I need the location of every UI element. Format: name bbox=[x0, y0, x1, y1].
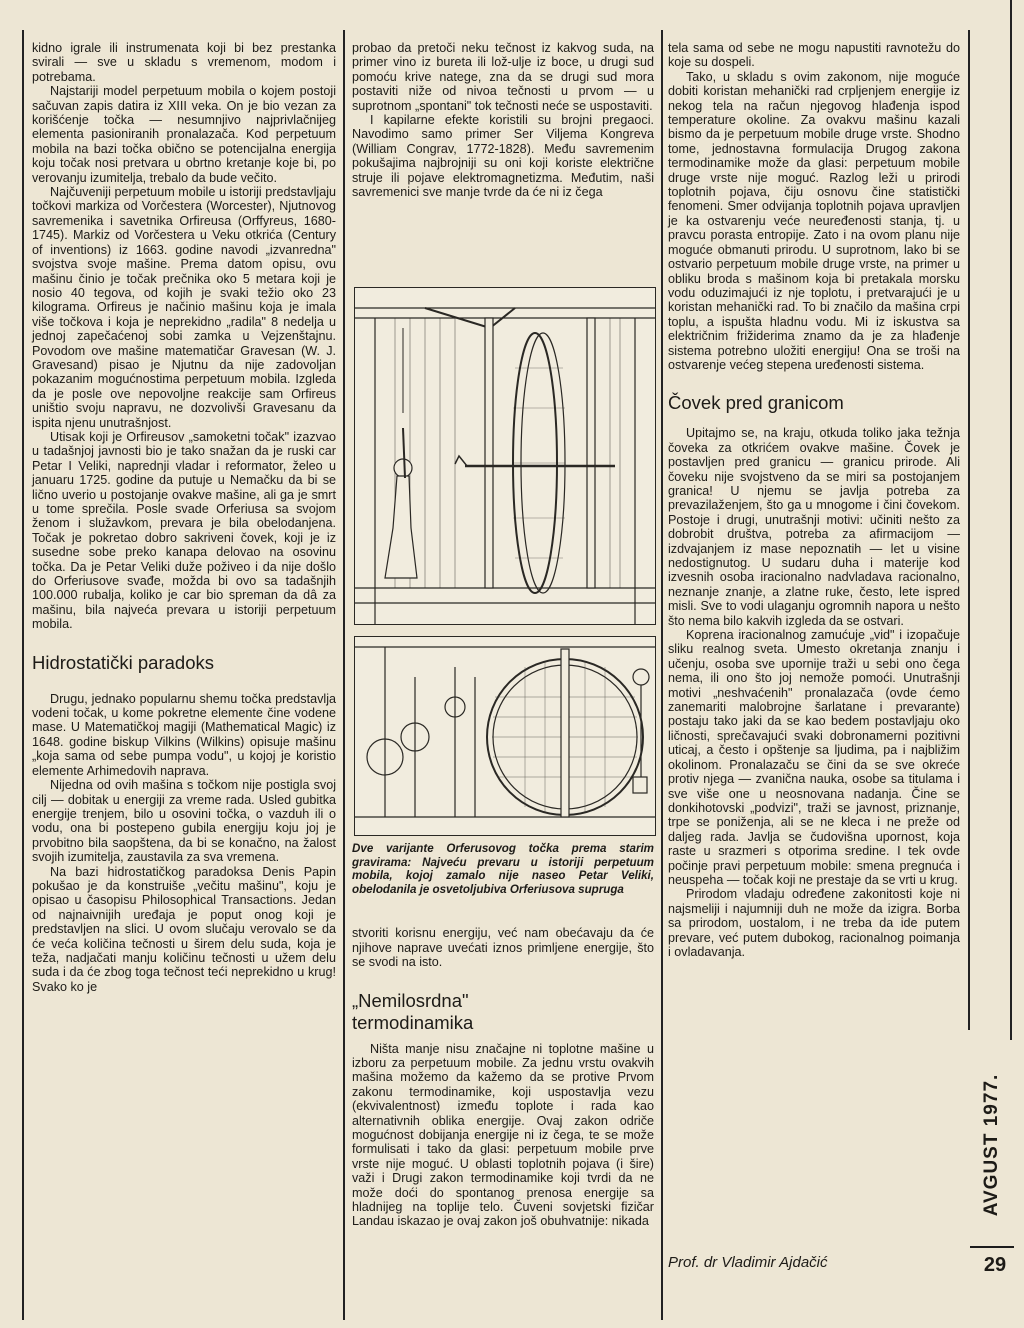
section-heading: Hidrostatički paradoks bbox=[32, 651, 214, 673]
paragraph: Tako, u skladu s ovim zakonom, nije moguće dobiti koristan mehanički rad crpljenjem energije iz nekog tela na račun njegovog hlađenja ispod temperature okoline. Za ovakvu mašinu kazali bismo da je perpetuum mobile druge vrste. Shodno tome, jednostavna formulacija Drugog zakona termodinamike može da glasi: perpetuum mobile druge vrste nije moguć. Razlog leži u prirodi toplotnih pojava, čiju osnovu čine statistički fenomeni. Smer odvijanja toplotnih pojava upravljen je ka ostvarenju veće neuređenosti stanja, tj. u pravcu porasta entropije. Zato i na ovom planu nije moguće obmanuti prirodu. U suprotnom, lako bi se ostvario perpetuum mobile druge vrste, na primer u obliku broda s mašinom koja bi pretakala morsku vodu oduzimajući iz nje toplotu, i pretvarajući je u koristan mehanički rad. To bi značilo da mašina crpi toplu, a ispušta hladnu vodu. Mi iz iskustva sa električnim frižiderima znamo da je za hlađenje sistema potrebno uložiti energiju! Ona se troši na ostvarenje većeg stepena uređenosti sistema. bbox=[668, 69, 960, 372]
section-heading: Čovek pred granicom bbox=[668, 392, 844, 414]
issue-date-text: AVGUST 1977. bbox=[981, 1073, 1002, 1217]
figure-caption: Dve varijante Orferusovog točka prema starim gravirama: Najveću prevaru u istoriji perpetuum mobila, kojoj zamalo nije naseo Petar Veliki, obelodanila je osvetoljubiva Orferiusova supruga bbox=[352, 842, 654, 896]
column-1 bbox=[32, 41, 336, 994]
paragraph: Prirodom vladaju određene zakonitosti koje ni najsmeliji i najumniji duh ne može da izigra. Borba sa prirodom, uostalom, i ne treba da ide putem prevare, već putem dubokog, racionalnog poimanja i ovladavanja. bbox=[668, 887, 960, 959]
paragraph: stvoriti korisnu energiju, već nam obećavaju da će njihove naprave uvećati iznos primljene energije, što se svodi na isto. bbox=[352, 926, 654, 970]
paragraph: Na bazi hidrostatičkog paradoksa Denis Papin pokušao je da konstruiše „večitu mašinu", koju je opisao u časopisu Philosophical Transactions. Jedan od najnaivnijih uređaja je poput onog koji je predstavljen na slici. U ovom slučaju verovalo se da će veća količina tečnosti u širem delu suda, koja je teža, nadjačati manju količinu tečnosti u užem delu suda i da će zbog toga tečnost teći neprekidno u krug! Svako ko je bbox=[32, 864, 336, 994]
column-rule-2 bbox=[661, 30, 663, 1320]
paragraph: Najstariji model perpetuum mobila o kojem postoji sačuvan zapis datira iz XIII veka. On je bio vezan za korišćenje točka — nesumnjivo najprivlačnijeg elementa pasioniranih pronalazača. Kod perpetuum mobila na bazi točka obično se potencijalna energija koju točak nosi pretvara u obrtno kretanje koje bi, po verovanju izumitelja, trebalo da bude večito. bbox=[32, 84, 336, 185]
paragraph: Ništa manje nisu značajne ni toplotne mašine u izboru za perpetuum mobile. Za jednu vrstu ovakvih mašina možemo da kažemo da se protive Prvom zakonu termodinamike, koji uspostavlja vezu (ekvivalentnost) između toplote i rada kao alternativnih oblika energije. Ovaj zakon odriče mogućnost dobijanja energije ni iz čega, te se može formulisati i tako da glasi: perpetuum mobile prve vrste nije moguć. U oblasti toplotnih pojava (i šire) važi i Drugi zakon termodinamike koji tvrdi da ne može doći do spontanog prenosa energije sa hladnijeg na toplije telo. Čuveni sovjetski fizičar Landau iskazao je ovaj zakon još obuhvatnije: nikada bbox=[352, 1041, 654, 1229]
left-margin-rule bbox=[22, 30, 24, 1320]
engraving-orffyreus-wheel-variant bbox=[354, 636, 656, 836]
paragraph: tela sama od sebe ne mogu napustiti ravnotežu do koje su dospeli. bbox=[668, 41, 960, 70]
paragraph: Najčuveniji perpetuum mobile u istoriji predstavljaju točkovi markiza od Vorčestera (Worcester), Njutnovog savremenika i savetnika Orfireusa (Orffyreus, 1680-1745). Markiz od Vorčestera u Veku otkrića (Century of inventions) iz 1663. godine navodi „izvanredna" svojstva svoje mašine. Prema datom opisu, ovu mašinu činio je točak prečnika oko 5 metara koji je nosio 40 tegova, od kojih je svaki težio oko 23 kilograma. Orfireus je načinio mašinu koja je imala više točkova i koja je neprekidno „radila" 8 nedelja u jednoj zapečaćenoj sobi zamka u Vejzenštajnu. Povodom ove mašine matematičar Gravesan (W. J. Gravesand) pisao je Njutnu da nije zadovoljan pokazanim mogućnostima perpetuum mobila. Izgleda da je posle ove nepovoljne reakcije sam Orfireus uništio svoju napravu, ne dozvolivši Gravesanu da ispita njenu unutrašnjost. bbox=[32, 185, 336, 430]
paragraph: Utisak koji je Orfireusov „samoketni točak" izazvao u tadašnjoj javnosti bio je tako snažan da je ruski car Petar I Veliki, naprednji vladar i reformator, želeo u januaru 1725. godine da putuje u Nemačku da bi se lično uverio u postojanje ovakve mašine, ali ga je smrt u tome sprečila. Posle svade Orferiusa sa svojom ženom i služavkom, prevara je bila obelodanjena. Točak je pokretao dobro sakriveni čovek, koji je iz susedne sobe preko kanapa delovao na osovinu točka. Da je Petar Veliki duže poživeo i da nije došlo do Orferiusove svađe, možda bi ovo sa tadašnjih 100.000 rubalja, koliko je car bio spreman da dâ za mašinu, bila najveća prevara u istoriji perpetuum mobila. bbox=[32, 429, 336, 632]
section-heading: „Nemilosrdna" termodinamika bbox=[352, 989, 474, 1033]
paragraph: Drugu, jednako popularnu shemu točka predstavlja vodeni točak, u kome pokretne elemente čine vodene mase. U Matematičkoj magiji (Mathematical Magic) iz 1648. godine biskup Vilkins (Wilkins) opisuje mašinu „koja sama od sebe pumpa vodu", u kojoj je koristio elemente Arhimedovih naprava. bbox=[32, 691, 336, 778]
author-signature: Prof. dr Vladimir Ajdačić bbox=[668, 1254, 828, 1271]
page-number-bar bbox=[970, 1246, 1014, 1248]
issue-date-label bbox=[968, 1050, 1016, 1240]
paragraph: probao da pretoči neku tečnost iz kakvog suda, na primer vino iz bureta ili lož-ulje iz boce, u drugi sud pomoću krive natege, zna da se drugi sud mora postaviti niže od nivoa tečnosti u prvom — u suprotnom „spontani" tok tečnosti neće se uspostaviti. bbox=[352, 41, 654, 113]
right-margin-rule bbox=[1010, 0, 1012, 1040]
column-rule-1 bbox=[343, 30, 345, 1320]
engraving-orffyreus-wheel-room bbox=[354, 287, 656, 625]
paragraph: Nijedna od ovih mašina s točkom nije postigla svoj cilj — dobitak u energiji za vreme rada. Usled gubitka energije trenjem, bilo u osovini točka, o vazduh ili o vodu, ona bi postepeno gubila energiju koju joj je prvobitno bila saopštena, da bi se konačno, na žalost svojih izumitelja, zaustavila za sva vremena. bbox=[32, 778, 336, 865]
column-3 bbox=[668, 41, 960, 959]
column-2-lower bbox=[352, 842, 654, 1229]
page-number: 29 bbox=[983, 1254, 1007, 1276]
paragraph: Koprena iracionalnog zamućuje „vid" i izopačuje sliku realnog sveta. Umesto okretanja znanju i učenju, osoba sve upornije traži u sebi ono čega nema, ili ono što joj nemože pomoći. Unutrašnji motivi „neshvaćenih" pronalazača (ovde ćemo zanemariti malobrojne šarlatane i prevarante) postaju tako jaki da se kao bedem postavljaju oko ličnosti, sprečavajući svaki dobronamerni pozitivni uticaj, a često i opštenje sa ljudima, pa i najbližim okolinom. Pronalazaču se čini da se sve okreće protiv njega — zvanična nauka, osobe sa titulama i sve više one u neosnovana nadanja. Čine se donkihotovski „podvizi", traži se javnost, priznanje, trpe se poniženja, ali se ne kleca i ne preže od daljeg rada. Javlja se čudovišna upornost, koja raste u srazmeri s otporima sredine. I tek ovde počinje pravi perpetuum mobile: smena pregnuća i neuspeha — točak koji ne prestaje da se vrti u krug. bbox=[668, 628, 960, 887]
column-2 bbox=[352, 41, 654, 199]
paragraph: kidno igrale ili instrumenata koji bi bez prestanka svirali — sve u skladu s vremenom, modom i potrebama. bbox=[32, 41, 336, 84]
paragraph: Upitajmo se, na kraju, otkuda toliko jaka težnja čoveka za otkrićem ovakve mašine. Čovek je postavljen pred granicu — granicu prirode. Ali čoveku nije svojstveno da se miri sa postojanjem granica! U njemu se javlja potreba za prevazilaženjem, što ga u mnogome i čini čovekom. Postoje i drugi, unutrašnji motivi: učiniti nešto za dobrobit društva, potreba za afirmacijom — izdvajanjem iz mase nepoznatih — let u visine nedostignutog. U sudaru duha i materije kod izvesnih osoba iracionalno nadvladava racionalno, neznanje znanje, a zlatne ruke, često, lete ispred misli. Sve to vodi ulaganju ogromnih napora u nešto što nema bilo kakvih izgleda da se ostvari. bbox=[668, 426, 960, 628]
column-rule-3 bbox=[968, 30, 970, 1030]
engraving-illustration bbox=[355, 288, 655, 624]
paragraph: I kapilarne efekte koristili su brojni pregaoci. Navodimo samo primer Ser Viljema Kongreva (William Congrav, 1772-1828). Među savremenim pokušajima najbrojniji su oni koji koriste električne struje ili pojave elektromagnetizma. Međutim, naši savremenici sve manje tvrde da će ni iz čega bbox=[352, 113, 654, 200]
engraving-illustration bbox=[355, 637, 655, 835]
